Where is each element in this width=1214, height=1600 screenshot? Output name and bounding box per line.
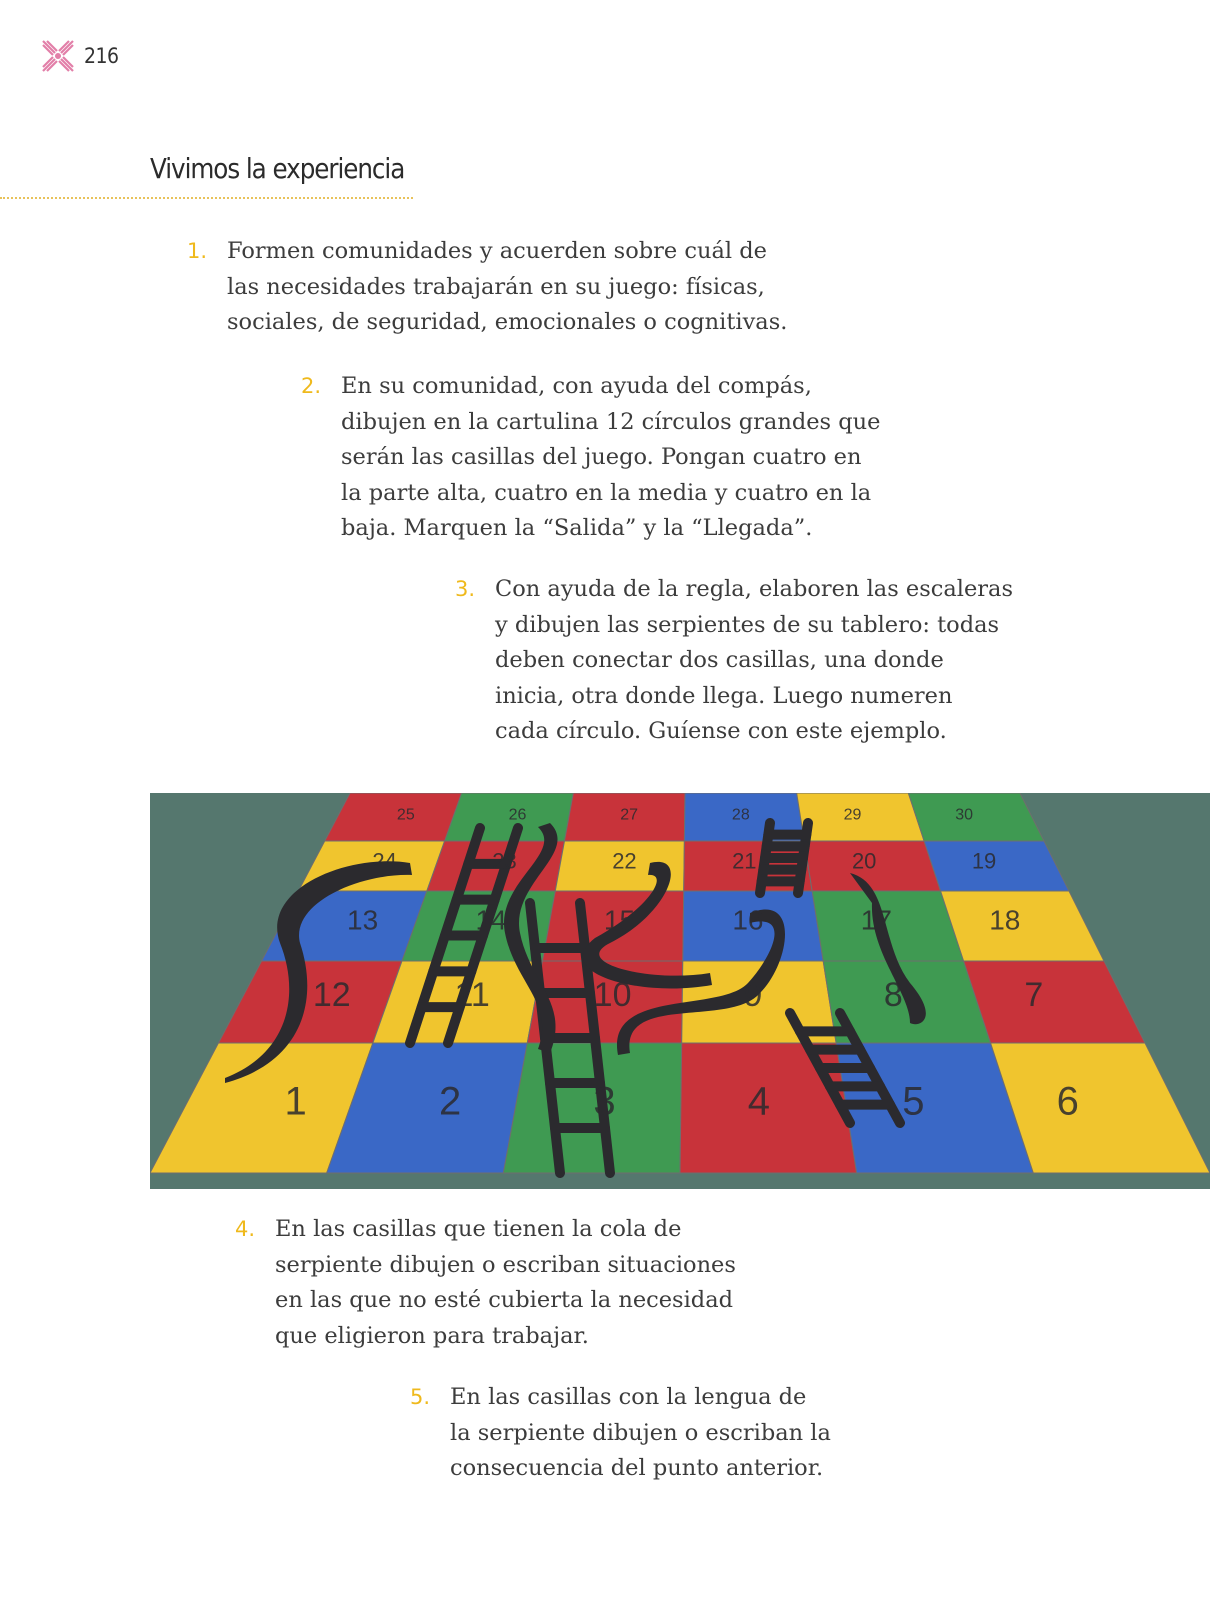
step-2 [301,369,880,547]
step-text: Formen comunidades y acuerden sobre cuál de las necesidades trabajarán en su juego: físicas, sociales, de seguridad, emocionales o cognitivas. [227,238,788,335]
snakes-and-ladders-photo [150,793,1210,1189]
board-cell-number: 4 [747,1079,771,1124]
board-cell-number: 29 [843,806,862,824]
title-divider [0,197,413,199]
step-number: 1. [187,239,208,263]
page-number: 216 [84,44,119,68]
board-cell-number: 26 [508,806,527,824]
section-title: Vivimos la experiencia [150,152,405,185]
board-cell-number: 21 [732,848,757,874]
board-cell [924,841,1069,891]
board-cell-number: 11 [454,976,490,1015]
board-cell-number: 12 [312,976,351,1015]
board-cell-number: 22 [612,848,637,874]
board-cell-number: 9 [743,976,763,1015]
board-cell [908,793,1044,841]
step-text: Con ayuda de la regla, elaboren las escaleras y dibujen las serpientes de su tablero: todas deben conectar dos casillas, una donde inicia, otra donde llega. Luego numeren cada círculo. Guíense con este ejemplo. [495,576,1014,744]
board-cell-number: 20 [851,848,877,874]
step-number: 5. [410,1385,431,1409]
step-text: En las casillas que tienen la cola de serpiente dibujen o escriban situaciones en las que no esté cubierta la necesidad que eligieron para trabajar. [275,1216,736,1349]
step-number: 2. [301,374,322,398]
board-cell-number: 28 [731,806,750,824]
board-cell-number: 8 [883,976,903,1015]
board-cell-number: 27 [620,806,639,824]
ladder [760,823,808,893]
step-1 [187,234,787,341]
board-cell-number: 19 [971,848,997,874]
board-cell-number: 25 [396,806,415,824]
step-3 [455,572,1013,750]
board-cell-number: 16 [732,904,764,936]
board-cell-number: 17 [860,904,892,936]
board-cell-number: 3 [593,1079,616,1124]
page-header [40,38,119,74]
step-number: 4. [235,1217,256,1241]
board-cell-number: 13 [347,904,379,936]
board-cell-number: 15 [603,904,636,936]
step-number: 3. [455,577,476,601]
step-5 [410,1380,831,1487]
board-cell-number: 10 [593,976,632,1015]
board-cell-number: 5 [902,1079,925,1124]
board-cell-number: 7 [1024,976,1044,1015]
board-cell-number: 18 [989,904,1021,936]
board-cell-number: 6 [1056,1079,1079,1124]
board-cell-number: 14 [475,904,507,936]
board-cell-number: 2 [438,1079,462,1124]
step-text: En su comunidad, con ayuda del compás, dibujen en la cartulina 12 círculos grandes que serán las casillas del juego. Pongan cuatro en la parte alta, cuatro en la media y cuatro en la baja. Marquen la “Salida” y la “Llegada”. [341,373,881,541]
step-4 [235,1212,736,1354]
board-cell-number: 30 [955,806,974,824]
board-cell-number: 23 [492,848,517,874]
board-cell-number: 1 [284,1079,307,1124]
decorative-emblem-icon [40,38,76,74]
step-text: En las casillas con la lengua de la serpiente dibujen o escriban la consecuencia del punto anterior. [450,1384,831,1481]
board-cell-number: 24 [372,848,397,874]
